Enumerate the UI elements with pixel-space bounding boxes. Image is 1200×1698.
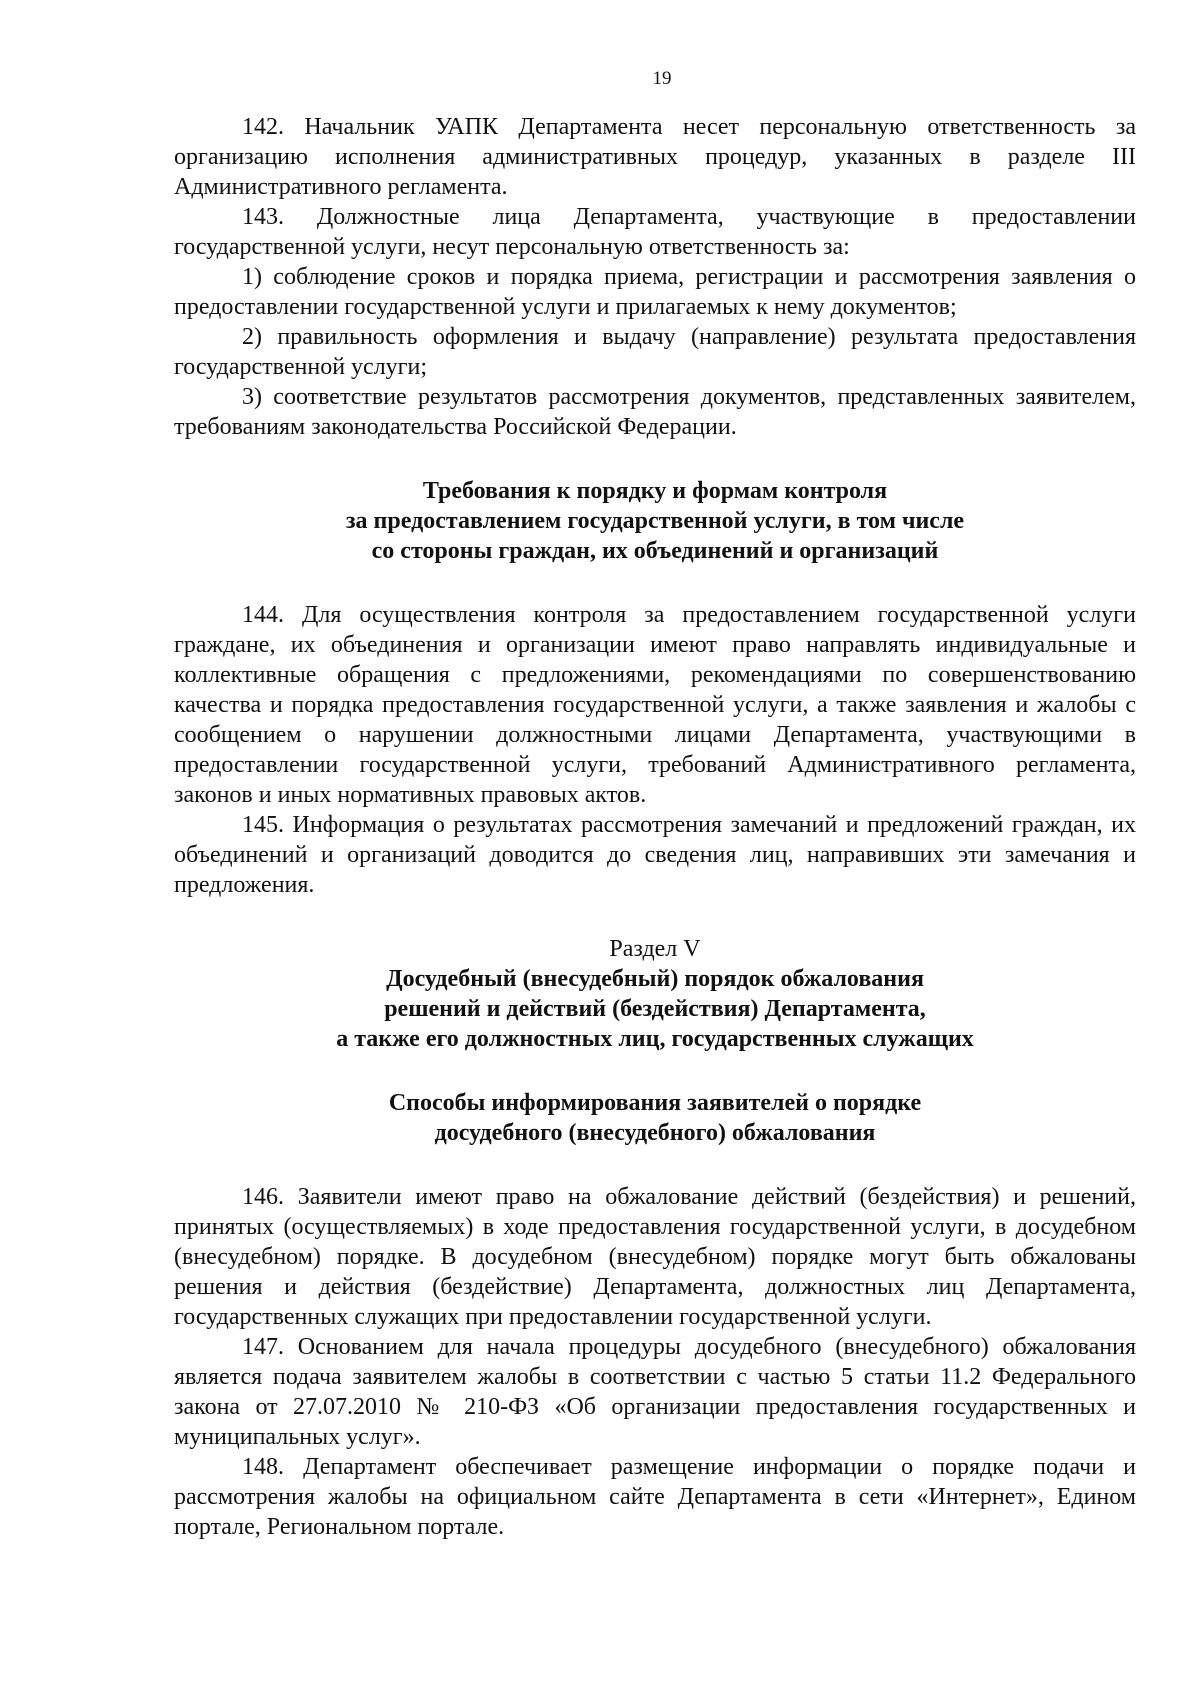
section-v-heading xyxy=(174,934,1136,1054)
paragraph-148: 148. Департамент обеспечивает размещение информации о порядке подачи и рассмотрения жалобы на официальном сайте Департамента в сети «Интернет», Едином портале, Региональном портале. xyxy=(174,1454,1136,1540)
responsibility-block xyxy=(174,112,1136,442)
appeal-block xyxy=(174,1182,1136,1542)
heading-line: досудебного (внесудебного) обжалования xyxy=(434,1120,876,1146)
paragraph-143-item-2: 2) правильность оформления и выдачу (направление) результата предоставления государственной услуги; xyxy=(174,324,1136,380)
paragraph-147: 147. Основанием для начала процедуры досудебного (внесудебного) обжалования является подача заявителем жалобы в соответствии с частью 5 статьи 11.2 Федерального закона от 27.07.2010 № 210-ФЗ «Об организации предоставления государственных и муниципальных услуг». xyxy=(174,1334,1136,1450)
heading-line: а также его должностных лиц, государственных служащих xyxy=(336,1026,974,1052)
control-block xyxy=(174,600,1136,900)
document-page xyxy=(174,66,1136,1542)
informing-methods-heading xyxy=(174,1088,1136,1148)
heading-line: со стороны граждан, их объединений и организаций xyxy=(371,538,939,564)
paragraph-143: 143. Должностные лица Департамента, участвующие в предоставлении государственной услуги, несут персональную ответственность за: xyxy=(174,204,1136,260)
paragraph-144: 144. Для осуществления контроля за предоставлением государственной услуги граждане, их объединения и организации имеют право направлять индивидуальные и коллективные обращения с предложениями, рекомендациями по совершенствованию качества и порядка предоставления государственной услуги, а также заявления и жалобы с сообщением о нарушении должностными лицами Департамента, участвующими в предоставлении государственной услуги, требований Административного регламента, законов и иных нормативных правовых актов. xyxy=(174,602,1136,808)
heading-line: Способы информирования заявителей о порядке xyxy=(388,1090,922,1116)
control-requirements-heading xyxy=(174,476,1136,566)
paragraph-142: 142. Начальник УАПК Департамента несет персональную ответственность за организацию исполнения административных процедур, указанных в разделе III Административного регламента. xyxy=(174,114,1136,200)
heading-line: за предоставлением государственной услуги, в том числе xyxy=(345,508,965,534)
paragraph-146: 146. Заявители имеют право на обжалование действий (бездействия) и решений, принятых (осуществляемых) в ходе предоставления государственной услуги, в досудебном (внесудебном) порядке. В досудебном (внесудебном) порядке могут быть обжалованы решения и действия (бездействие) Департамента, должностных лиц Департамента, государственных служащих при предоставлении государственной услуги. xyxy=(174,1184,1136,1330)
paragraph-145: 145. Информация о результатах рассмотрения замечаний и предложений граждан, их объединений и организаций доводится до сведения лиц, направивших эти замечания и предложения. xyxy=(174,812,1136,898)
heading-line: Досудебный (внесудебный) порядок обжалования xyxy=(386,966,924,992)
page-number: 19 xyxy=(652,68,672,89)
paragraph-143-item-3: 3) соответствие результатов рассмотрения документов, представленных заявителем, требованиям законодательства Российской Федерации. xyxy=(174,384,1136,440)
heading-line: решений и действий (бездействия) Департамента, xyxy=(384,996,926,1022)
paragraph-143-item-1: 1) соблюдение сроков и порядка приема, регистрации и рассмотрения заявления о предоставлении государственной услуги и прилагаемых к нему документов; xyxy=(174,264,1136,320)
heading-line: Требования к порядку и формам контроля xyxy=(422,478,888,504)
section-label: Раздел V xyxy=(609,936,701,962)
